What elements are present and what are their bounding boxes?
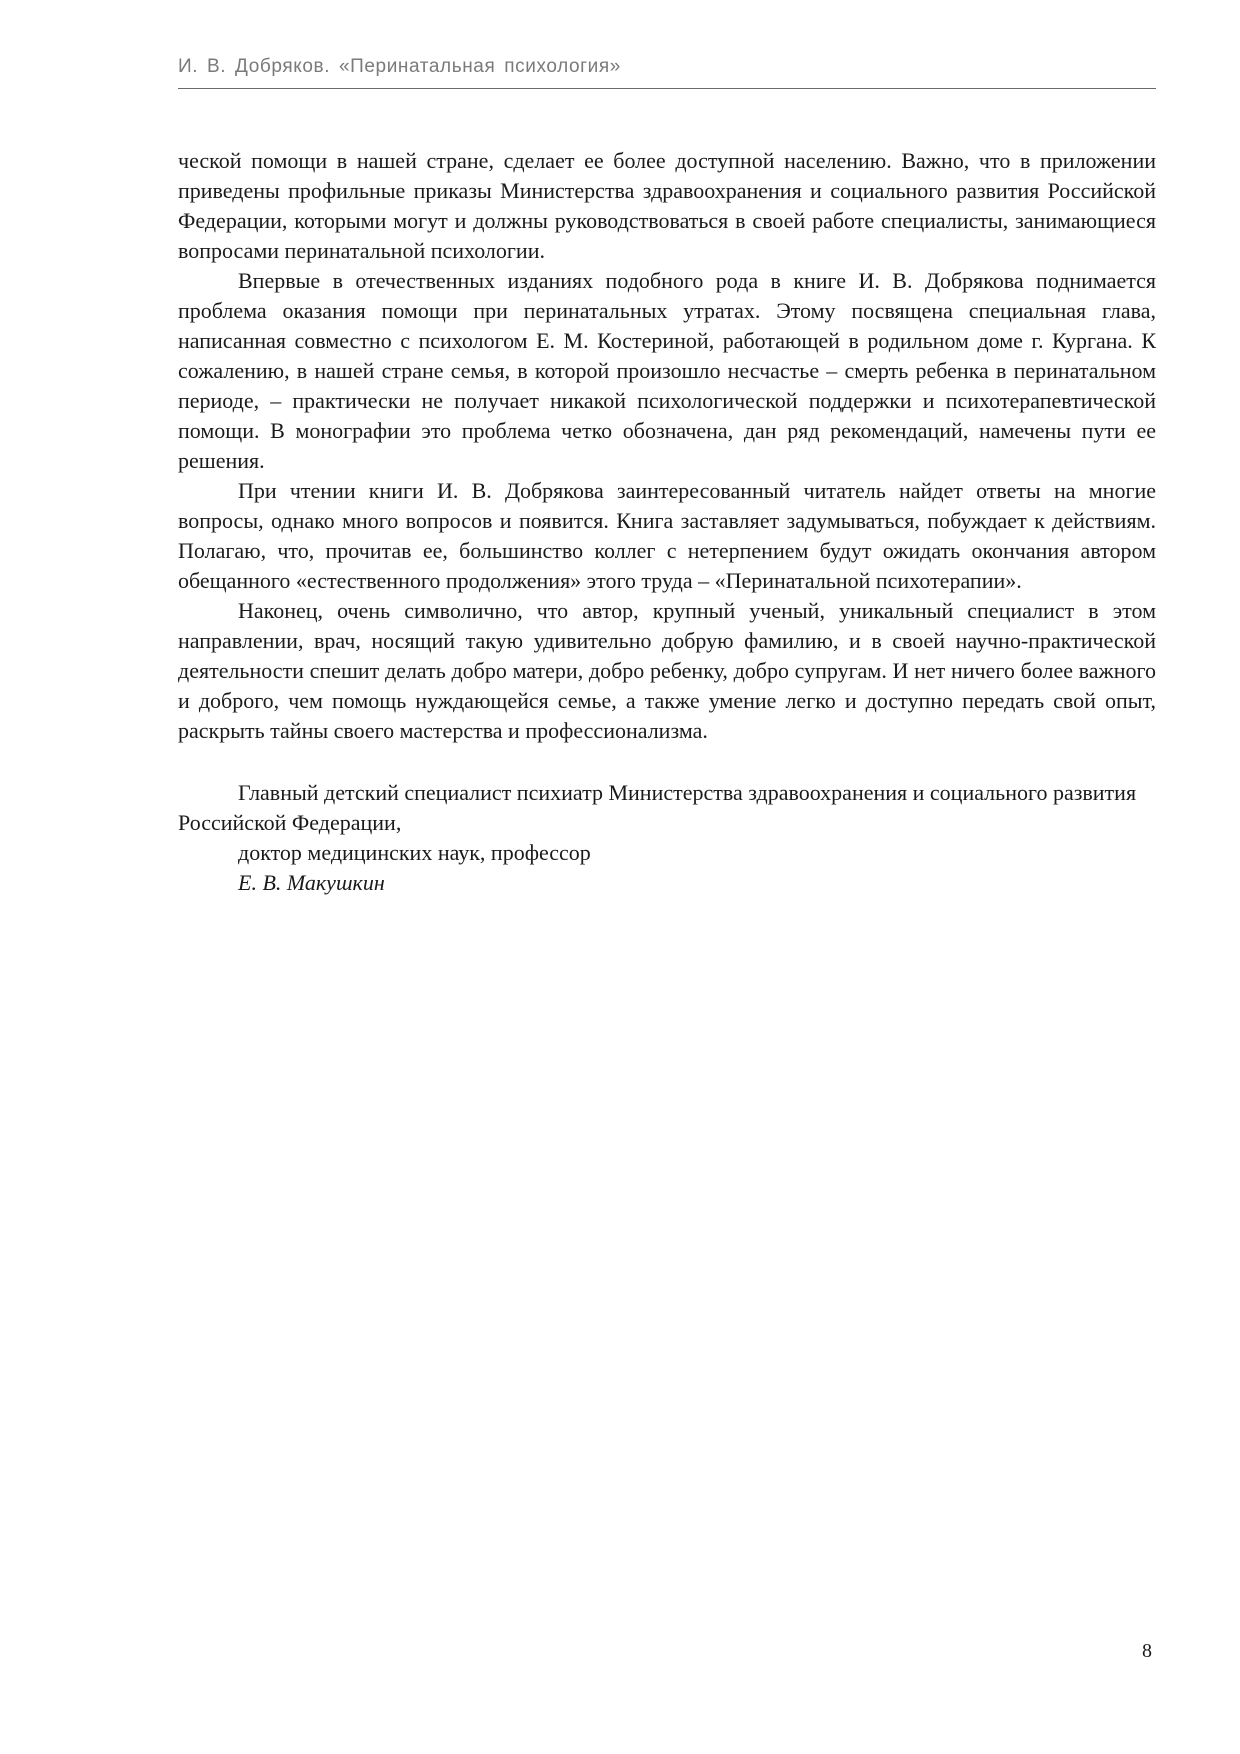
signature-degree: доктор медицинских наук, профессор	[238, 840, 591, 865]
signature-block	[178, 778, 1156, 898]
running-header-title: И. В. Добряков. «Перинатальная психология»	[178, 56, 621, 77]
paragraph-2: Впервые в отечественных изданиях подобного рода в книге И. В. Добрякова поднимается проблема оказания помощи при перинатальных утратах. Этому посвящена специальная глава, написанная совместно с психологом Е. М. Костериной, работающей в родильном доме г. Кургана. К сожалению, в нашей стране семья, в которой произошло несчастье – смерть ребенка в перинатальном периоде, – практически не получает никакой психологической поддержки и психотерапевтической помощи. В монографии это проблема четко обозначена, дан ряд рекомендаций, намечены пути ее решения.	[178, 268, 1156, 473]
header-rule	[178, 88, 1156, 89]
page-number: 8	[1142, 1640, 1152, 1662]
signature-name: Е. В. Макушкин	[238, 870, 385, 895]
paragraph-4: Наконец, очень символично, что автор, крупный ученый, уникальный специалист в этом направлении, врач, носящий такую удивительно добрую фамилию, и в своей научно-практической деятельности спешит делать добро матери, добро ребенку, добро супругам. И нет ничего более важного и доброго, чем помощь нуждающейся семье, а также умение легко и доступно передать свой опыт, раскрыть тайны своего мастерства и профессионализма.	[178, 598, 1156, 743]
paragraph-3: При чтении книги И. В. Добрякова заинтересованный читатель найдет ответы на многие вопросы, однако много вопросов и появится. Книга заставляет задумываться, побуждает к действиям. Полагаю, что, прочитав ее, большинство коллег с нетерпением будут ожидать окончания автором обещанного «естественного продолжения» этого труда – «Перинатальной психотерапии».	[178, 478, 1156, 593]
body-text	[178, 146, 1156, 746]
paragraph-1: ческой помощи в нашей стране, сделает ее более доступной населению. Важно, что в приложении приведены профильные приказы Министерства здравоохранения и социального развития Российской Федерации, которыми могут и должны руководствоваться в своей работе специалисты, занимающиеся вопросами перинатальной психологии.	[178, 148, 1156, 263]
signature-role: Главный детский специалист психиатр Министерства здравоохранения и социального развития Российской Федерации,	[178, 780, 1137, 835]
